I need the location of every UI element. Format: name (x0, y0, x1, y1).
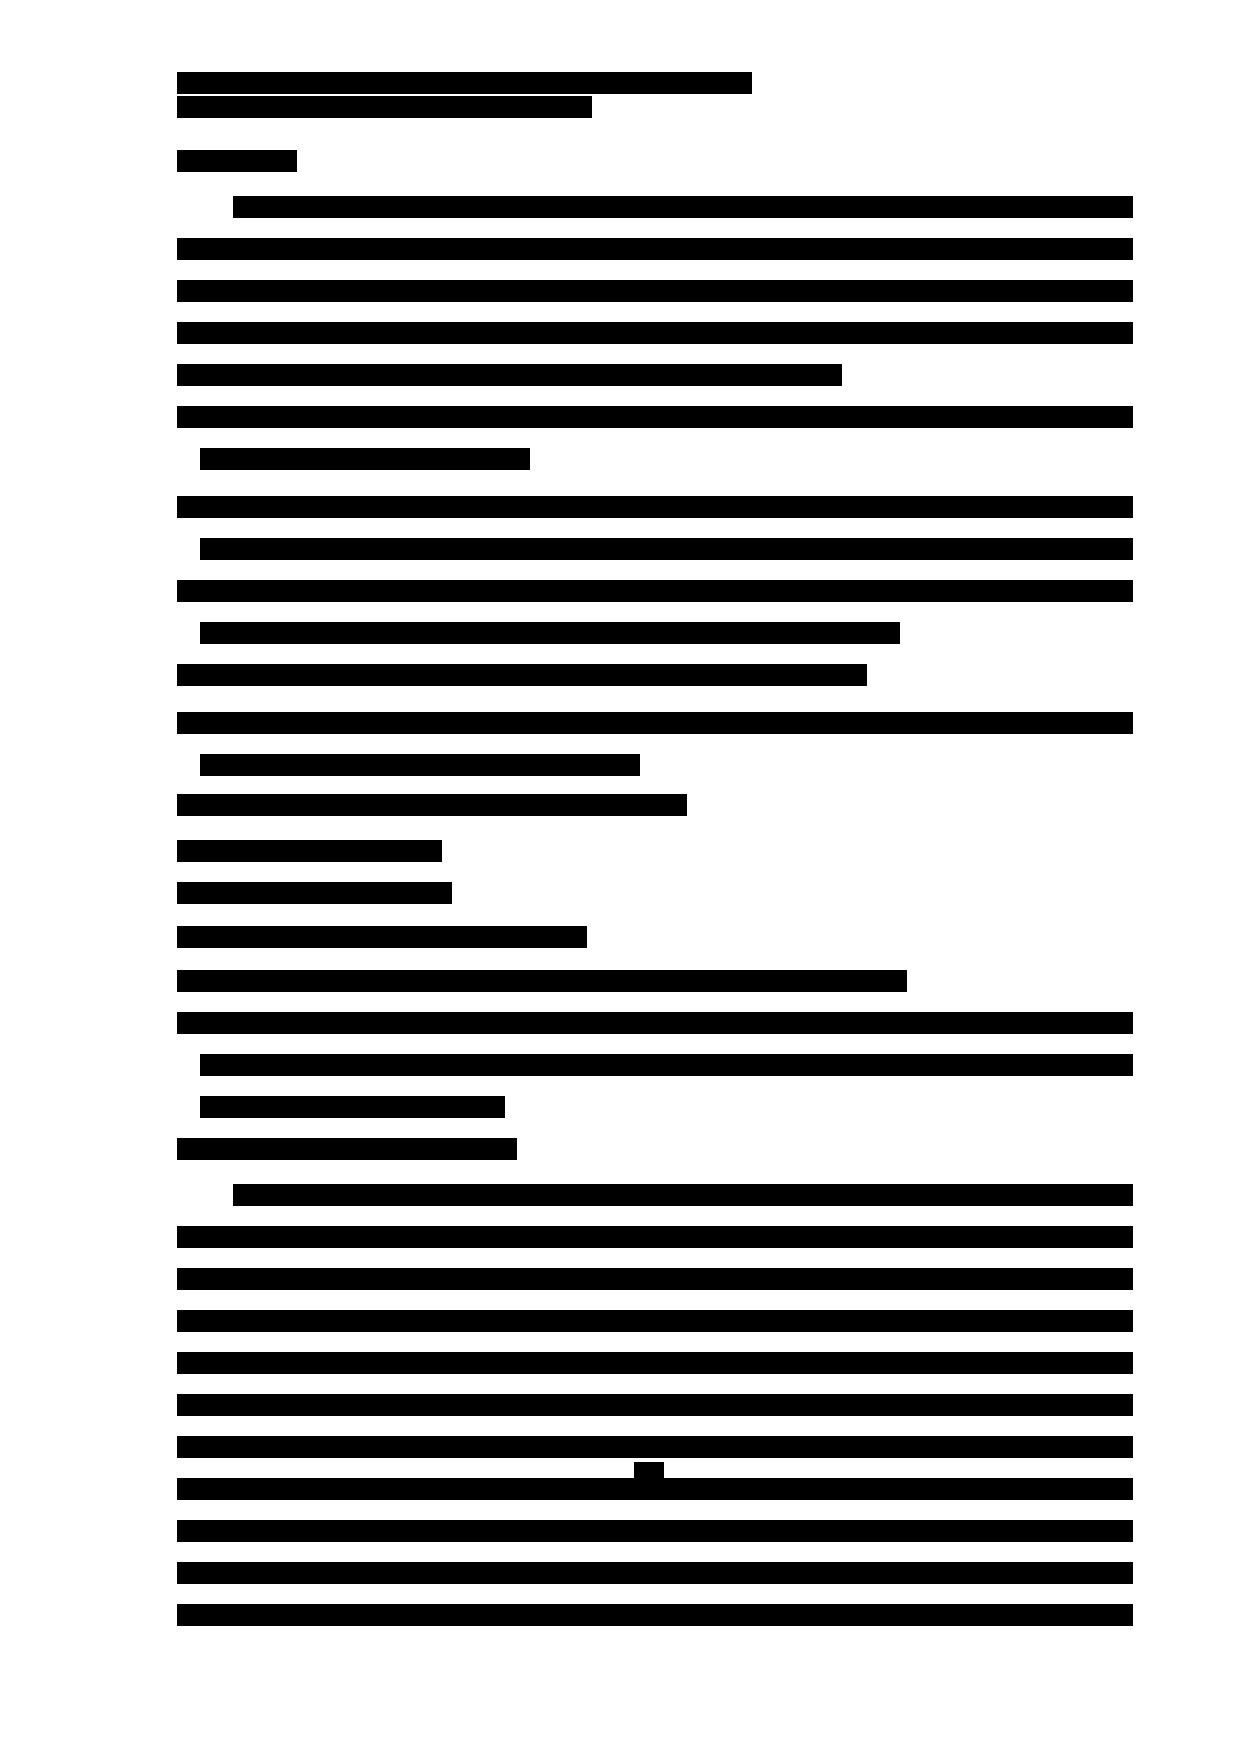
illegible-text-line-list-item-continuation (200, 538, 1133, 560)
illegible-text-line-list-item (177, 406, 1133, 428)
illegible-text-line-paragraph-line (177, 238, 1133, 260)
illegible-text-line-paragraph-line (177, 1562, 1133, 1584)
illegible-text-line-list-item (177, 496, 1133, 518)
illegible-text-line-paragraph-line (233, 1184, 1133, 1206)
illegible-text-line-list-item-continuation (200, 448, 530, 470)
illegible-text-line-paragraph-line (177, 364, 842, 386)
illegible-text-line-paragraph-line (177, 1226, 1133, 1248)
illegible-text-line-list-item-continuation (200, 1054, 1133, 1076)
illegible-text-line-paragraph-line (177, 1394, 1133, 1416)
illegible-text-line-list-item (177, 970, 907, 992)
illegible-text-line-paragraph-line (177, 1310, 1133, 1332)
illegible-text-line-list-item-continuation (200, 1096, 505, 1118)
illegible-text-line-list-item (177, 926, 587, 948)
illegible-text-line-header-line (177, 72, 752, 94)
page-number-illegible (634, 1462, 664, 1488)
illegible-text-line-paragraph-line (177, 1604, 1133, 1626)
illegible-text-line-paragraph-line (177, 1436, 1133, 1458)
illegible-text-line-list-item (177, 1012, 1133, 1034)
illegible-text-line-paragraph-line (177, 1520, 1133, 1542)
illegible-text-line-paragraph-line (177, 280, 1133, 302)
illegible-text-line-paragraph-line (177, 664, 867, 686)
illegible-text-line-list-item (177, 794, 687, 816)
illegible-text-line-list-item-continuation (200, 622, 900, 644)
illegible-text-line-list-item (177, 882, 452, 904)
illegible-text-line-list-item (177, 840, 442, 862)
illegible-text-line-list-item (177, 580, 1133, 602)
illegible-text-line-paragraph-line (233, 196, 1133, 218)
illegible-text-line-section-heading (177, 1138, 517, 1160)
illegible-text-line-header-line (177, 96, 592, 118)
illegible-text-line-list-item (177, 712, 1133, 734)
illegible-text-line-paragraph-line (177, 1268, 1133, 1290)
illegible-text-line-section-heading (177, 150, 297, 172)
illegible-text-line-paragraph-line (177, 1352, 1133, 1374)
illegible-text-line-paragraph-line (177, 322, 1133, 344)
illegible-text-line-list-item-continuation (200, 754, 640, 776)
